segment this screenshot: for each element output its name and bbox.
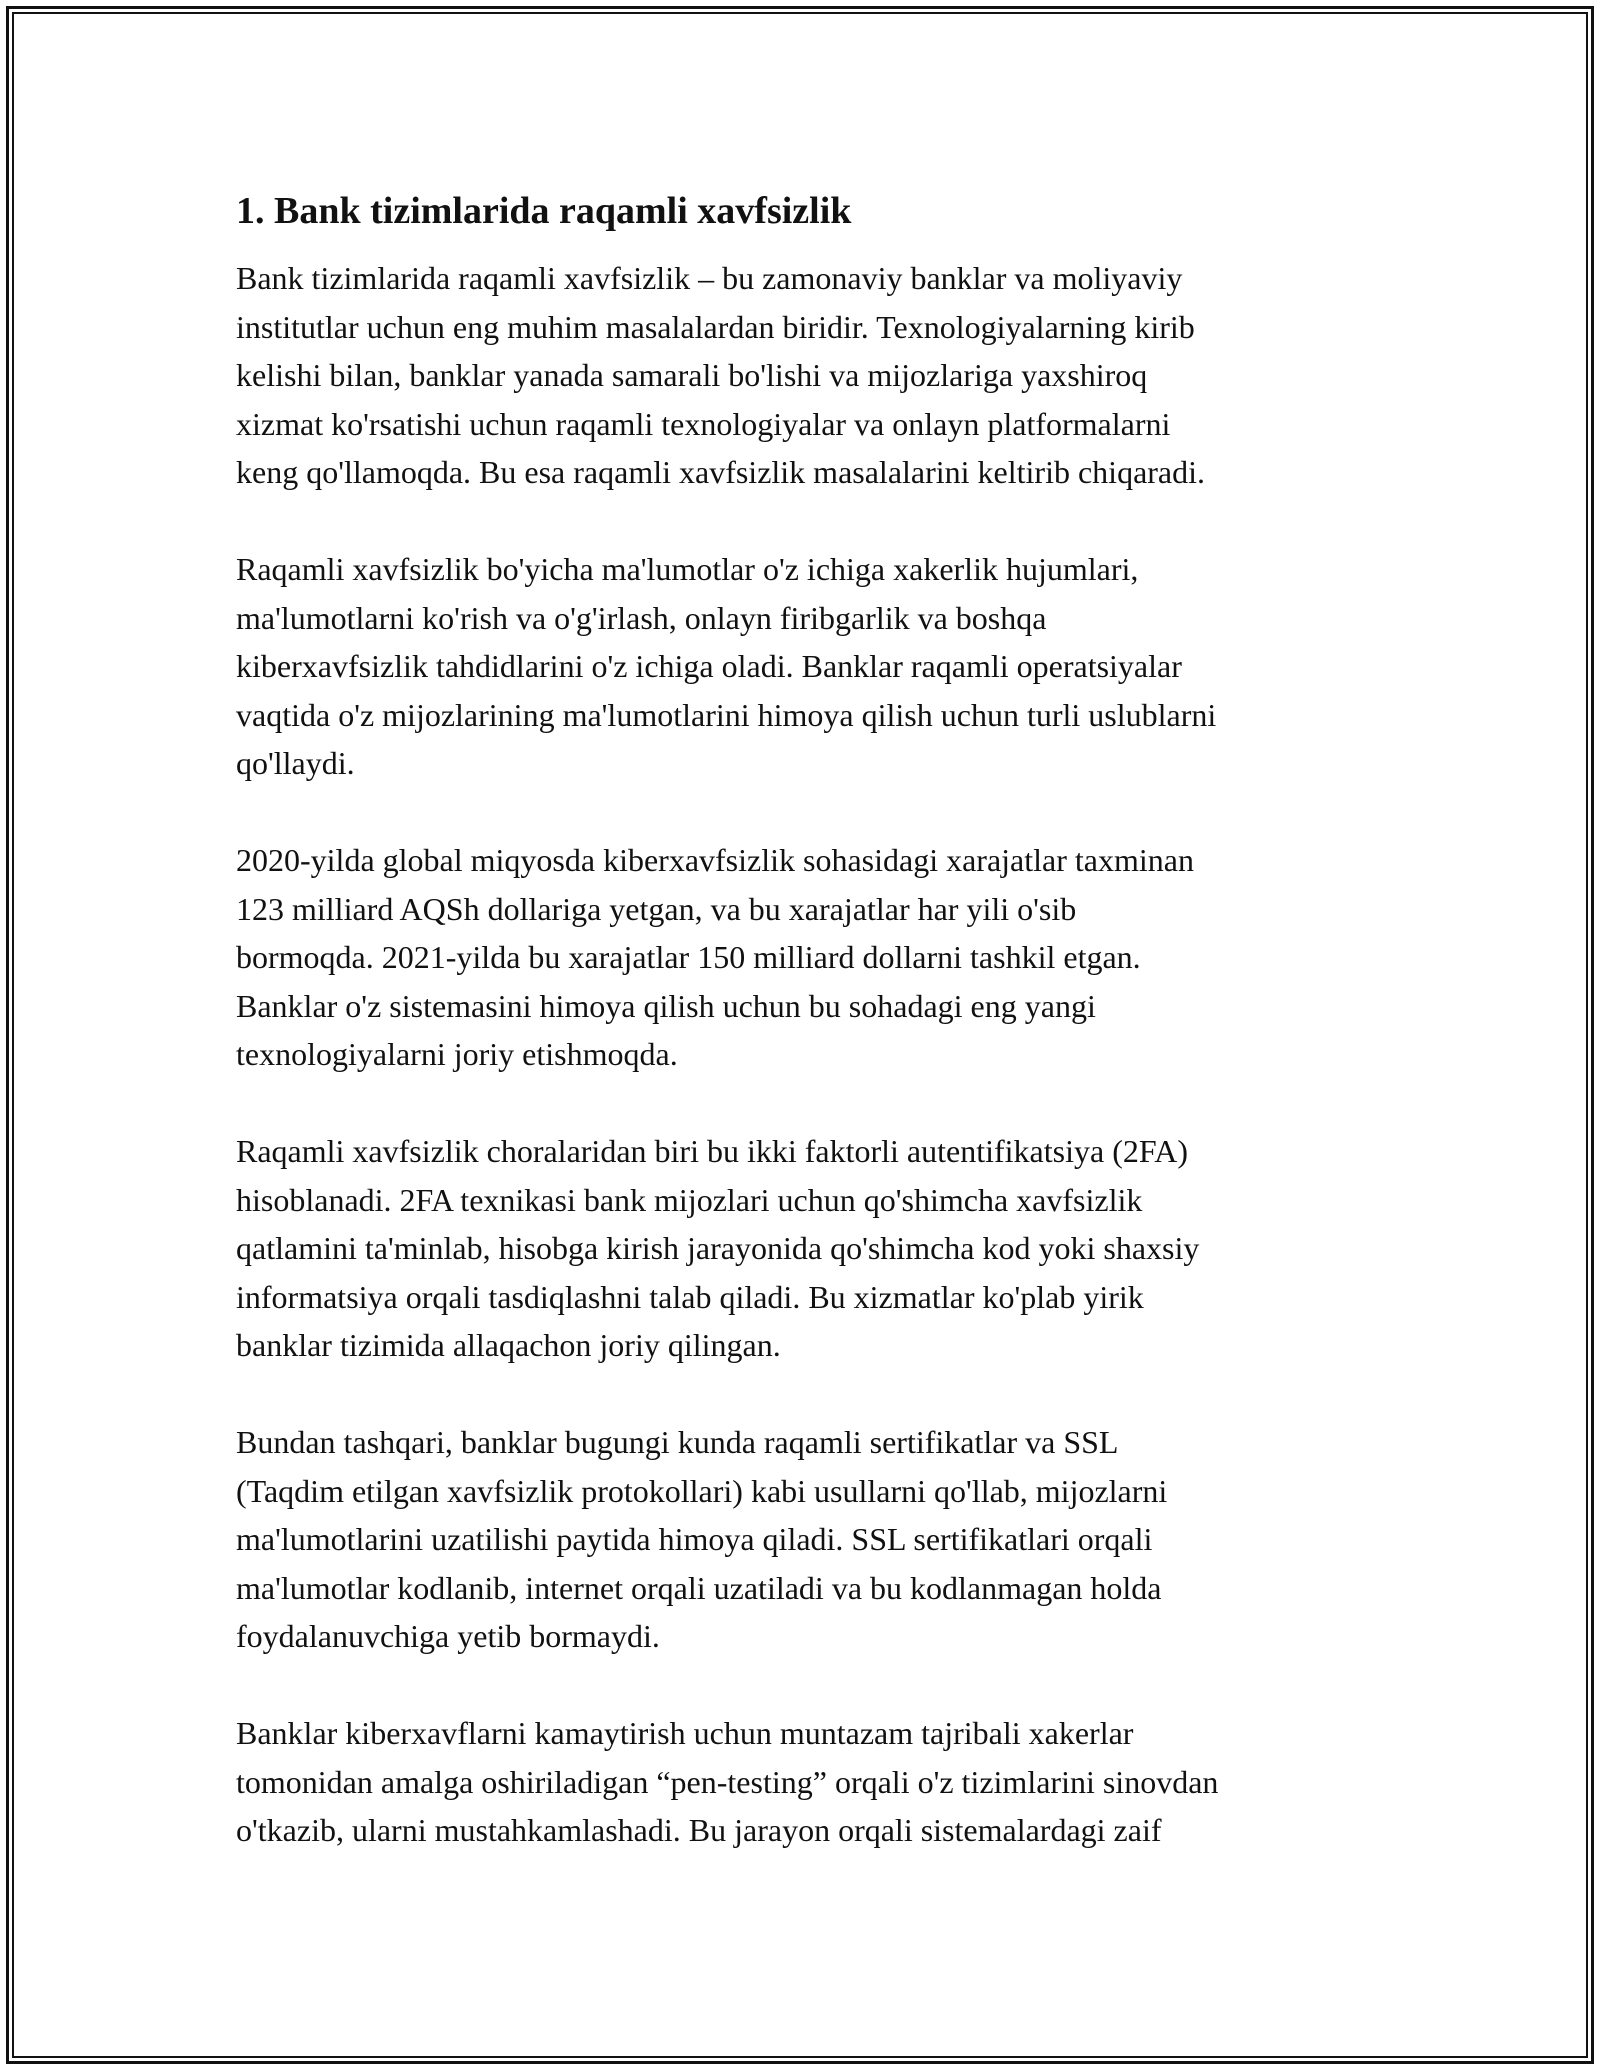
paragraph: Bank tizimlarida raqamli xavfsizlik – bu zamonaviy banklar va moliyaviy institutlar uchun eng muhim masalalardan biridir. Texnologiyalarning kirib kelishi bilan, banklar yanada samarali bo'lishi va mijozlariga yaxshiroq xizmat ko'rsatishi uchun raqamli texnologiyalar va onlayn platformalarni keng qo'llamoqda. Bu esa raqamli xavfsizlik masalalarini keltirib chiqaradi. — [236, 260, 1206, 490]
paragraph: Raqamli xavfsizlik choralaridan biri bu ikki faktorli autentifikatsiya (2FA) hisoblanadi. 2FA texnikasi bank mijozlari uchun qo'shimcha xavfsizlik qatlamini ta'minlab, hisobga kirish jarayonida qo'shimcha kod yoki shaxsiy informatsiya orqali tasdiqlashni talab qiladi. Bu xizmatlar ko'plab yirik banklar tizimida allaqachon joriy qilingan. — [236, 1133, 1200, 1363]
section-title: 1. Bank tizimlarida raqamli xavfsizlik — [236, 190, 852, 232]
paragraph: Raqamli xavfsizlik bo'yicha ma'lumotlar o'z ichiga xakerlik hujumlari, ma'lumotlarni ko'rish va o'g'irlash, onlayn firibgarlik va boshqa kiberxavfsizlik tahdidlarini o'z ichiga oladi. Banklar raqamli operatsiyalar vaqtida o'z mijozlarining ma'lumotlarini himoya qilish uchun turli uslublarni qo'llaydi. — [236, 551, 1217, 781]
paragraph: 2020-yilda global miqyosda kiberxavfsizlik sohasidagi xarajatlar taxminan 123 milliard AQSh dollariga yetgan, va bu xarajatlar har yili o'sib bormoqda. 2021-yilda bu xarajatlar 150 milliard dollarni tashkil etgan. Banklar o'z sistemasini himoya qilish uchun bu sohadagi eng yangi texnologiyalarni joriy etishmoqda. — [236, 842, 1194, 1072]
document-body — [236, 186, 1376, 1903]
paragraph: Banklar kiberxavflarni kamaytirish uchun muntazam tajribali xakerlar tomonidan amalga oshiriladigan “pen-testing” orqali o'z tizimlarini sinovdan o'tkazib, ularni mustahkamlashadi. Bu jarayon orqali sistemalardagi zaif — [236, 1715, 1219, 1848]
paragraph: Bundan tashqari, banklar bugungi kunda raqamli sertifikatlar va SSL (Taqdim etilgan xavfsizlik protokollari) kabi usullarni qo'llab, mijozlarni ma'lumotlarini uzatilishi paytida himoya qiladi. SSL sertifikatlari orqali ma'lumotlar kodlanib, internet orqali uzatiladi va bu kodlanmagan holda foydalanuvchiga yetib bormaydi. — [236, 1424, 1168, 1654]
